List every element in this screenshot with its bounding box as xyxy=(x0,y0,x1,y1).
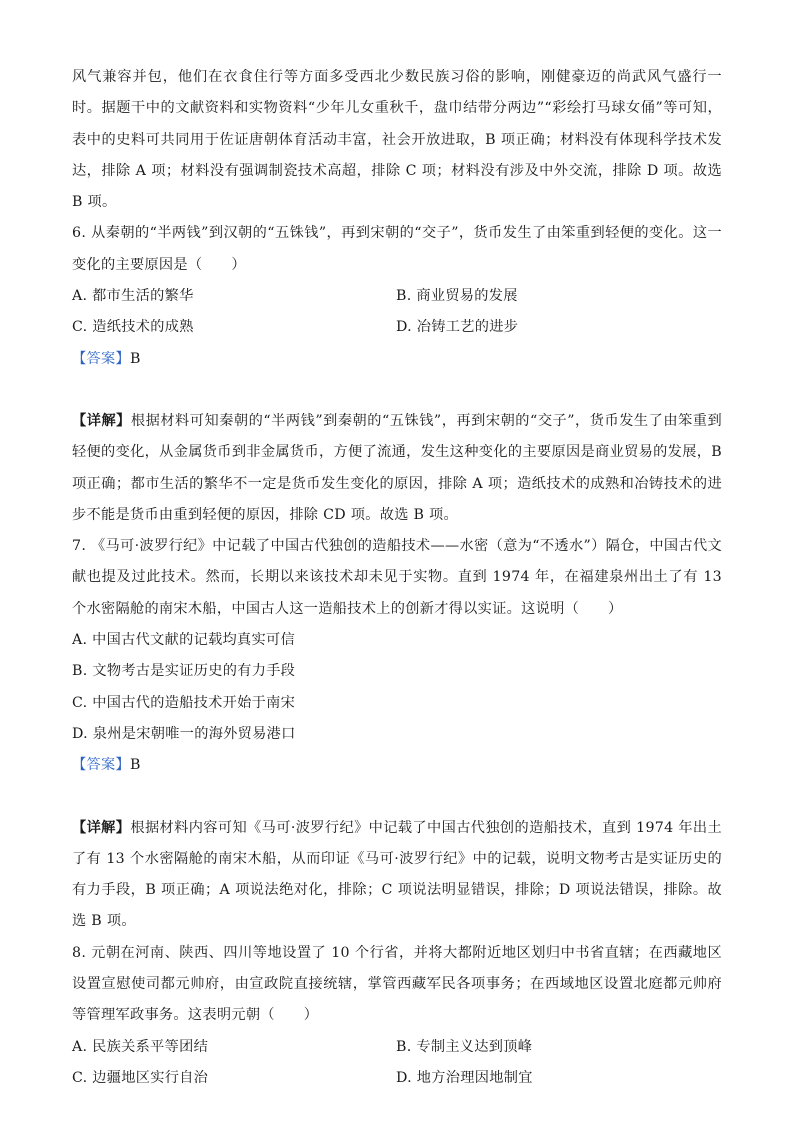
document-page xyxy=(72,62,722,1094)
question-7-detail xyxy=(72,813,722,938)
question-6-option-d: D. 冶铸工艺的进步 xyxy=(396,319,519,336)
question-8-stem: 8. 元朝在河南、陕西、四川等地设置了 10 个行省，并将大都附近地区划归中书省直辖；在西藏地区设置宣慰使司都元帅府，由宣政院直接统辖，掌管西藏军民各项事务；在西域地区设置北庭都元帅府等管理军政事务。这表明元朝（ ） xyxy=(72,944,722,1024)
question-6-option-a: A. 都市生活的繁华 xyxy=(72,288,194,305)
question-6-answer xyxy=(72,344,722,375)
question-6-option-c: C. 造纸技术的成熟 xyxy=(72,319,194,336)
question-8-option-a: A. 民族关系平等团结 xyxy=(72,1038,209,1055)
question-7-answer xyxy=(72,750,722,781)
question-8-options-row-2 xyxy=(72,1063,722,1094)
question-6-option-b: B. 商业贸易的发展 xyxy=(396,288,518,305)
question-8-option-b: B. 专制主义达到顶峰 xyxy=(396,1038,533,1055)
question-6-stem: 6. 从秦朝的“半两钱”到汉朝的“五铢钱”，再到宋朝的“交子”，货币发生了由笨重到轻便的变化。这一变化的主要原因是（ ） xyxy=(72,225,722,273)
detail-text: 根据材料可知秦朝的“半两钱”到秦朝的“五铢钱”，再到宋朝的“交子”，货币发生了由笨重到轻便的变化，从金属货币到非金属货币，方便了流通，发生这种变化的主要原因是商业贸易的发展，B 项正确；都市生活的繁华不一定是货币发生变化的原因，排除 A 项；造纸技术的成熟和冶铸技术的进步不能是货币由重到轻便的原因，排除 CD 项。故选 B 项。 xyxy=(72,412,723,523)
answer-value: B xyxy=(129,757,141,774)
answer-value: B xyxy=(129,350,141,367)
answer-label: 【答案】 xyxy=(72,350,130,367)
detail-label: 【详解】 xyxy=(72,819,131,836)
question-7-option-c: C. 中国古代的造船技术开始于南宋 xyxy=(72,694,296,711)
question-8-option-d: D. 地方治理因地制宜 xyxy=(396,1069,533,1086)
spacer xyxy=(72,782,722,813)
answer-label: 【答案】 xyxy=(72,757,130,774)
question-8-option-c: C. 边疆地区实行自治 xyxy=(72,1069,209,1086)
question-6-detail xyxy=(72,406,722,531)
question-7-option-b: B. 文物考古是实证历史的有力手段 xyxy=(72,663,296,680)
detail-label: 【详解】 xyxy=(72,412,131,429)
question-6-options-row-2 xyxy=(72,312,722,343)
previous-explanation-text: 风气兼容并包，他们在衣食住行等方面多受西北少数民族习俗的影响，刚健豪迈的尚武风气盛行一时。据题干中的文献资料和实物资料“少年儿女重秋千，盘巾结带分两边”“彩绘打马球女俑”等可知，表中的史料可共同用于佐证唐朝体育活动丰富，社会开放进取，B 项正确；材料没有体现科学技术发达，排除 A 项；材料没有强调制瓷技术高超，排除 C 项；材料没有涉及中外交流，排除 D 项。故选 B 项。 xyxy=(72,69,722,211)
question-7-stem: 7. 《马可·波罗行纪》中记载了中国古代独创的造船技术——水密（意为“不透水”）隔仓，中国古代文献也提及过此技术。然而，长期以来该技术却未见于实物。直到 1974 年，在福建泉州出土了有 13 个水密隔舱的南宋木船，中国古人这一造船技术上的创新才得以实证。这说明（ ） xyxy=(72,538,722,617)
question-7-option-a: A. 中国古代文献的记载均真实可信 xyxy=(72,632,295,649)
question-6-options-row-1 xyxy=(72,281,722,312)
question-8-options-row-1 xyxy=(72,1032,722,1063)
spacer xyxy=(72,375,722,406)
question-7-option-d: D. 泉州是宋朝唯一的海外贸易港口 xyxy=(72,725,296,742)
detail-text: 根据材料内容可知《马可·波罗行纪》中记载了中国古代独创的造船技术，直到 1974 年出土了有 13 个水密隔舱的南宋木船，从而印证《马可·波罗行纪》中的记载，说明文物考古是实证历史的有力手段，B 项正确；A 项说法绝对化，排除；C 项说法明显错误，排除；D 项说法错误，排除。故选 B 项。 xyxy=(72,819,723,930)
